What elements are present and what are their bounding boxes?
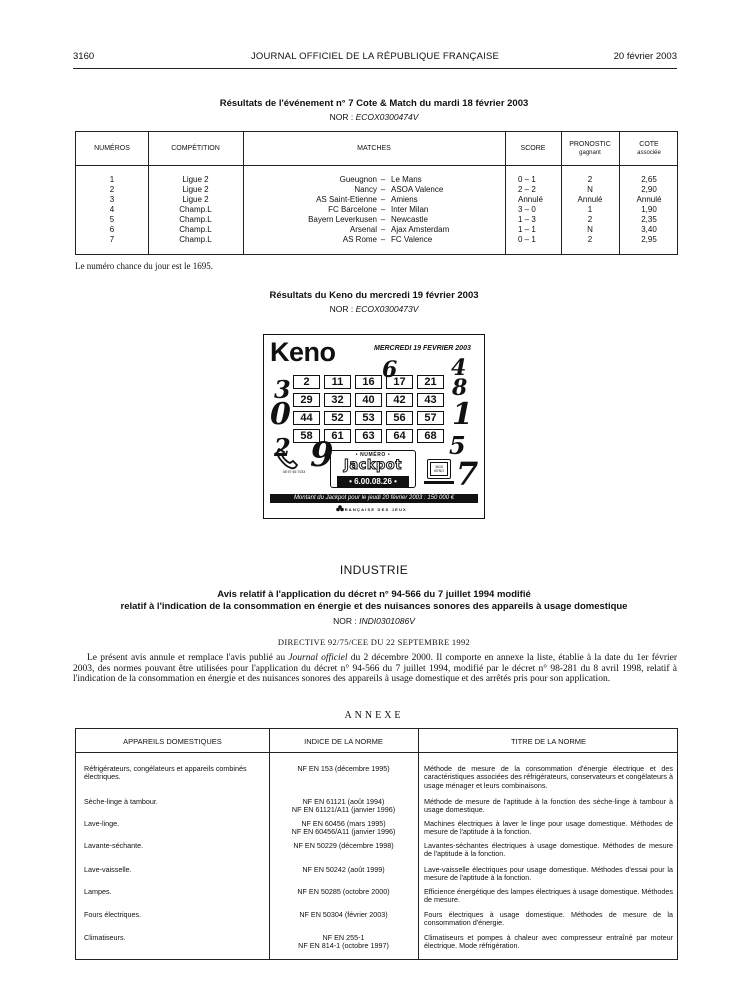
keno-number: 52 xyxy=(324,411,351,425)
pronostic-cell: 2 xyxy=(587,235,593,244)
competition-cell: Champ.L xyxy=(179,215,212,224)
table-row xyxy=(76,195,677,205)
col-cote xyxy=(619,132,679,166)
chance-number-note: Le numéro chance du jour est le 1695. xyxy=(75,261,213,271)
keno-number: 68 xyxy=(417,429,444,443)
keno-nor xyxy=(0,304,748,314)
keno-number: 32 xyxy=(324,393,351,407)
numero-cell: 7 xyxy=(109,235,115,244)
away-team-cell: ASOA Valence xyxy=(391,185,444,194)
header-rule xyxy=(73,68,677,69)
table-row xyxy=(76,225,677,235)
appareil-cell: Fours électriques. xyxy=(84,910,142,919)
indice-cell: NF EN 60456 (mars 1995) NF EN 60456/A11 (janvier 1996) xyxy=(291,819,396,837)
score-cell: 0 – 1 xyxy=(518,175,536,184)
col-appareils: APPAREILS DOMESTIQUES xyxy=(123,736,222,746)
annexe-table xyxy=(75,728,678,960)
numero-cell: 4 xyxy=(109,205,115,214)
home-team-cell: Bayern Leverkusen xyxy=(308,215,377,224)
col-divider xyxy=(418,729,419,959)
titre-cell: Lavantes-séchantes électriques à usage domestique. Méthodes de mesure de l'aptitude à la fonction. xyxy=(424,841,673,859)
phone-icon xyxy=(274,445,300,471)
decor-digit: 2 xyxy=(274,433,291,462)
col-matches: MATCHES xyxy=(357,145,391,152)
away-team-cell: Le Mans xyxy=(391,175,422,184)
score-cell: 1 – 3 xyxy=(518,215,536,224)
nor-label: NOR : xyxy=(329,112,354,122)
keno-number: 61 xyxy=(324,429,351,443)
jackpot-number: • 6.00.08.26 • xyxy=(337,476,409,487)
competition-cell: Ligue 2 xyxy=(182,195,209,204)
numero-cell: 3 xyxy=(109,195,115,204)
col-numeros: NUMÉROS xyxy=(94,145,130,152)
competition-cell: Ligue 2 xyxy=(182,175,209,184)
away-team-cell: Newcastle xyxy=(391,215,428,224)
pronostic-cell: N xyxy=(587,225,593,234)
indice-cell: NF EN 61121 (août 1994) NF EN 61121/A11 (janvier 1996) xyxy=(291,797,396,815)
phone-number: 08 97 66 7033 xyxy=(282,470,306,474)
keno-logo: Keno xyxy=(270,337,336,367)
keno-number: 29 xyxy=(293,393,320,407)
match-separator: – xyxy=(380,175,386,184)
para-text-end: du 2 décembre 2000. Il comporte en annexe la liste, établie à la date du 1er février 2003, des normes pouvant être utilisées pour l'application du décret n° 94-566 du 7 juillet 1994, modifié par le décret n° 98-281 du 8 avril 1998, relatif à l'indication de la consommation en énergie et des nuisances sonores des appareils à usage domestique et des arrêtés pris pour son application. xyxy=(73,653,678,684)
jackpot-amount-bar: Montant du Jackpot pour le jeudi 20 février 2003 : 150 000 € xyxy=(270,494,478,503)
home-team-cell: AS Saint-Etienne xyxy=(316,195,377,204)
avis-nor xyxy=(0,616,748,626)
cote-match-nor xyxy=(0,112,748,122)
decor-digit: 8 xyxy=(452,375,468,401)
minitel-base xyxy=(424,481,454,484)
table-row xyxy=(76,235,677,245)
table-row xyxy=(76,175,677,185)
indice-cell: NF EN 50242 (août 1999) xyxy=(302,865,385,874)
score-cell: 2 – 2 xyxy=(518,185,536,194)
keno-number: 57 xyxy=(417,411,444,425)
indice-cell: NF EN 50304 (février 2003) xyxy=(299,910,388,919)
col-pronostic xyxy=(561,132,619,166)
avis-title-line2: relatif à l'indication de la consommation en énergie et des nuisances sonores des appareils à usage domestique xyxy=(120,601,628,612)
match-separator: – xyxy=(380,215,386,224)
avis-paragraph xyxy=(73,653,677,685)
titre-cell: Lave-vaisselle électriques pour usage domestique. Méthodes d'essai pour la mesure de l'aptitude à la fonction. xyxy=(424,865,673,883)
away-team-cell: Inter Milan xyxy=(391,205,429,214)
home-team-cell: AS Rome xyxy=(342,235,377,244)
annexe-title: ANNEXE xyxy=(344,710,404,721)
keno-number: 40 xyxy=(355,393,382,407)
keno-number: 16 xyxy=(355,375,382,389)
col-score: SCORE xyxy=(520,145,546,152)
titre-cell: Méthode de mesure de la consommation d'énergie électrique et des caractéristiques associées des réfrigérateurs, conservateurs et congélateurs à usage ménager et leurs combinaisons. xyxy=(424,764,673,790)
col-pronostic-sub: gagnant xyxy=(579,150,601,156)
match-separator: – xyxy=(380,185,386,194)
col-indice: INDICE DE LA NORME xyxy=(304,736,383,746)
decor-digit: 0 xyxy=(270,397,291,432)
decor-digit: 9 xyxy=(310,435,334,475)
keno-number: 43 xyxy=(417,393,444,407)
score-cell: 3 – 0 xyxy=(518,205,536,214)
titre-cell: Climatiseurs et pompes à chaleur avec compresseur entraîné par moteur électrique. Mode réfrigération. xyxy=(424,933,673,951)
score-cell: 1 – 1 xyxy=(518,225,536,234)
indice-cell: NF EN 255-1 NF EN 814-1 (octobre 1997) xyxy=(298,933,389,951)
appareil-cell: Sèche-linge à tambour. xyxy=(84,797,158,806)
appareil-cell: Réfrigérateurs, congélateurs et appareils combinés électriques. xyxy=(84,764,247,782)
decor-digit: 6 xyxy=(382,357,398,383)
numero-cell: 1 xyxy=(109,175,115,184)
keno-number: 11 xyxy=(324,375,351,389)
jackpot-panel xyxy=(330,450,416,488)
indice-cell: NF EN 50229 (décembre 1998) xyxy=(293,841,394,850)
match-separator: – xyxy=(380,195,386,204)
minitel-text: 3615 KENO xyxy=(430,462,448,476)
section-title: INDUSTRIE xyxy=(339,563,409,577)
keno-number: 58 xyxy=(293,429,320,443)
decor-digit: 4 xyxy=(451,355,467,381)
titre-cell: Efficience énergétique des lampes électriques à usage domestique. Méthodes de mesure. xyxy=(424,887,673,905)
table-header xyxy=(76,132,677,166)
competition-cell: Champ.L xyxy=(179,205,212,214)
cote-cell: 2,35 xyxy=(641,215,657,224)
away-team-cell: Ajax Amsterdam xyxy=(391,225,450,234)
directive-line: DIRECTIVE 92/75/CEE DU 22 SEPTEMBRE 1992 xyxy=(277,637,471,647)
nor-label: NOR : xyxy=(329,304,354,314)
keno-number: 64 xyxy=(386,429,413,443)
appareil-cell: Lave-linge. xyxy=(84,819,120,828)
decor-digit: 5 xyxy=(449,431,466,460)
avis-title-line1: Avis relatif à l'application du décret n° 94-566 du 7 juillet 1994 modifié xyxy=(217,589,531,600)
table-row xyxy=(76,205,677,215)
competition-cell: Champ.L xyxy=(179,225,212,234)
score-cell: 0 – 1 xyxy=(518,235,536,244)
numero-cell: 5 xyxy=(109,215,115,224)
decor-digit: 7 xyxy=(456,455,479,493)
titre-cell: Machines électriques à laver le linge pour usage domestique. Méthodes de mesure de l'aptitude à la fonction. xyxy=(424,819,673,837)
numero-cell: 6 xyxy=(109,225,115,234)
issue-date: 20 février 2003 xyxy=(613,51,677,62)
nor-code: ECOX0300474V xyxy=(355,112,419,122)
home-team-cell: Gueugnon xyxy=(339,175,377,184)
col-titre: TITRE DE LA NORME xyxy=(510,736,586,746)
nor-code: INDI0301086V xyxy=(359,616,415,626)
cote-match-title: Résultats de l'événement n° 7 Cote & Match du mardi 18 février 2003 xyxy=(219,98,529,109)
pronostic-cell: Annulé xyxy=(577,195,603,204)
indice-cell: NF EN 50285 (octobre 2000) xyxy=(297,887,390,896)
home-team-cell: FC Barcelone xyxy=(328,205,377,214)
cote-cell: Annulé xyxy=(636,195,662,204)
decor-digit: 1 xyxy=(452,397,473,432)
journal-title: JOURNAL OFFICIEL DE LA RÉPUBLIQUE FRANÇAISE xyxy=(250,51,500,62)
match-separator: – xyxy=(380,235,386,244)
table-row xyxy=(76,185,677,195)
away-team-cell: Amiens xyxy=(391,195,418,204)
pronostic-cell: 2 xyxy=(587,175,593,184)
pronostic-cell: 1 xyxy=(587,205,593,214)
keno-number: 2 xyxy=(293,375,320,389)
titre-cell: Fours électriques à usage domestique. Méthodes de mesure de la consommation d'énergie. xyxy=(424,910,673,928)
keno-number: 63 xyxy=(355,429,382,443)
jackpot-word: Jackpot xyxy=(344,458,402,473)
cote-cell: 2,90 xyxy=(641,185,657,194)
cote-cell: 1,90 xyxy=(641,205,657,214)
para-text-start: Le présent avis annule et remplace l'avis publié au xyxy=(87,653,289,663)
competition-cell: Champ.L xyxy=(179,235,212,244)
competition-cell: Ligue 2 xyxy=(182,185,209,194)
minitel-icon xyxy=(427,459,451,479)
score-cell: Annulé xyxy=(518,195,543,204)
cote-cell: 3,40 xyxy=(641,225,657,234)
keno-number: 56 xyxy=(386,411,413,425)
nor-code: ECOX0300473V xyxy=(355,304,419,314)
col-cote-sub: associée xyxy=(637,150,661,156)
match-separator: – xyxy=(380,225,386,234)
appareil-cell: Lave-vaisselle. xyxy=(84,865,132,874)
titre-cell: Méthode de mesure de l'aptitude à la fonction des sèche-linge à tambour à usage domestique. xyxy=(424,797,673,815)
fdj-footer: FRANÇAISE DES JEUX xyxy=(341,507,407,512)
keno-number: 53 xyxy=(355,411,382,425)
col-pronostic-label: PRONOSTIC xyxy=(569,141,611,148)
keno-draw-date: MERCREDI 19 FEVRIER 2003 xyxy=(374,345,471,352)
table-row xyxy=(76,215,677,225)
match-separator: – xyxy=(380,205,386,214)
appareil-cell: Lampes. xyxy=(84,887,112,896)
page-header xyxy=(73,51,677,67)
home-team-cell: Nancy xyxy=(354,185,377,194)
decor-digit: 3 xyxy=(274,375,291,404)
keno-ticket xyxy=(263,334,485,519)
cote-cell: 2,95 xyxy=(641,235,657,244)
keno-number: 44 xyxy=(293,411,320,425)
keno-title: Résultats du Keno du mercredi 19 février 2003 xyxy=(269,290,479,301)
page-number: 3160 xyxy=(73,51,95,62)
cote-match-table xyxy=(75,131,678,255)
cote-cell: 2,65 xyxy=(641,175,657,184)
away-team-cell: FC Valence xyxy=(391,235,433,244)
keno-number: 42 xyxy=(386,393,413,407)
keno-number: 17 xyxy=(386,375,413,389)
appareil-cell: Climatiseurs. xyxy=(84,933,126,942)
jackpot-label: • NUMÉRO • xyxy=(355,452,391,458)
col-competition: COMPÉTITION xyxy=(171,145,220,152)
table-header xyxy=(76,729,677,753)
col-cote-label: COTE xyxy=(639,141,659,148)
nor-label: NOR : xyxy=(333,616,357,626)
numero-cell: 2 xyxy=(109,185,115,194)
home-team-cell: Arsenal xyxy=(349,225,377,234)
para-journal-name: Journal officiel xyxy=(288,653,348,663)
indice-cell: NF EN 153 (décembre 1995) xyxy=(297,764,390,773)
appareil-cell: Lavante-séchante. xyxy=(84,841,144,850)
pronostic-cell: N xyxy=(587,185,593,194)
keno-number: 21 xyxy=(417,375,444,389)
pronostic-cell: 2 xyxy=(587,215,593,224)
